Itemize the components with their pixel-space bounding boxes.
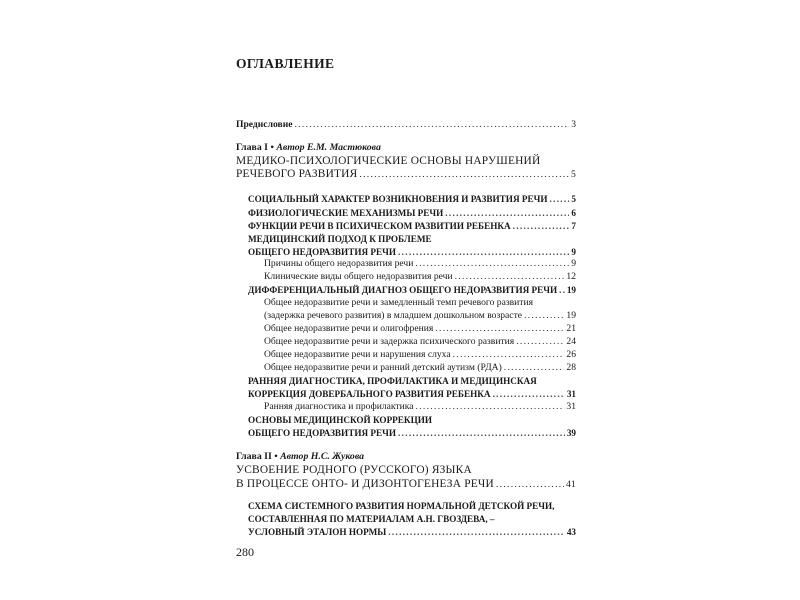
toc-entry-label: КОРРЕКЦИЯ ДОВЕРБАЛЬНОГО РАЗВИТИЯ РЕБЕНКА [248, 389, 491, 399]
toc-entry[interactable] [248, 192, 576, 206]
chapter-1-heading-line-2[interactable] [236, 167, 576, 182]
bullet: • [270, 142, 274, 153]
chapter-2-heading-line-2[interactable] [236, 477, 576, 492]
toc-page-number: 19 [566, 285, 576, 295]
toc-subentry[interactable] [264, 361, 576, 375]
chapter-number: Глава I [236, 142, 268, 153]
toc-entry-line-1: МЕДИЦИНСКИЙ ПОДХОД К ПРОБЛЕМЕ [248, 234, 432, 244]
toc-page-number: 31 [566, 389, 576, 399]
toc-entry[interactable] [248, 283, 576, 297]
leader-dots [398, 426, 565, 440]
toc-page-number: 26 [566, 349, 576, 360]
toc-page-number: 31 [566, 401, 576, 412]
toc-entry-label: СОЦИАЛЬНЫЙ ХАРАКТЕР ВОЗНИКНОВЕНИЯ И РАЗВИТИЯ РЕЧИ [248, 194, 548, 204]
chapter-heading-text: В ПРОЦЕССЕ ОНТО- И ДИЗОНТОГЕНЕЗА РЕЧИ [236, 478, 494, 490]
chapter-author: Автор Н.С. Жукова [280, 451, 365, 462]
toc-page-number: 9 [571, 247, 576, 257]
leader-dots [416, 400, 565, 414]
leader-dots [496, 478, 564, 492]
page-title: ОГЛАВЛЕНИЕ [236, 56, 335, 71]
toc-entry-label: УСЛОВНЫЙ ЭТАЛОН НОРМЫ [248, 527, 387, 537]
toc-page-number: 7 [571, 221, 576, 231]
leader-dots [294, 118, 569, 132]
toc-page-number: 19 [566, 310, 576, 321]
chapter-2-heading-line-1: УСВОЕНИЕ РОДНОГО (РУССКОГО) ЯЗЫКА [236, 464, 472, 476]
toc-entry-label: Предисловие [236, 119, 293, 130]
chapter-2-label [236, 450, 364, 464]
toc-entry-label: ОБЩЕГО НЕДОРАЗВИТИЯ РЕЧИ [248, 247, 397, 257]
toc-page-number: 41 [566, 479, 576, 490]
toc-page-number: 21 [566, 323, 576, 334]
toc-page-number: 28 [566, 362, 576, 373]
leader-dots [359, 168, 569, 182]
chapter-1-heading-line-1: МЕДИКО-ПСИХОЛОГИЧЕСКИЕ ОСНОВЫ НАРУШЕНИЙ [236, 155, 541, 167]
chapter-1-label [236, 141, 381, 155]
toc-entry-label: (задержка речевого развития) в младшем дошкольном возрасте [264, 310, 523, 321]
toc-page-number: 5 [571, 169, 576, 180]
toc-entry[interactable] [248, 426, 576, 440]
toc-entry-label: ОБЩЕГО НЕДОРАЗВИТИЯ РЕЧИ [248, 428, 397, 438]
chapter-heading-text: РЕЧЕВОГО РАЗВИТИЯ [236, 168, 358, 180]
leader-dots [513, 219, 570, 233]
toc-entry-label: Клинические виды общего недоразвития речи [264, 271, 453, 282]
chapter-author: Автор Е.М. Мастюкова [276, 142, 381, 153]
page-number: 280 [236, 545, 254, 559]
toc-page-number: 39 [566, 428, 576, 438]
leader-dots [550, 192, 570, 206]
toc-entry-label: Ранняя диагностика и профилактика [264, 401, 414, 412]
toc-subentry[interactable] [264, 335, 576, 349]
leader-dots [453, 348, 565, 362]
toc-subentry[interactable] [264, 270, 576, 284]
toc-entry-line-1: СХЕМА СИСТЕМНОГО РАЗВИТИЯ НОРМАЛЬНОЙ ДЕТСКОЙ РЕЧИ, [248, 501, 555, 511]
toc-subentry[interactable] [264, 257, 576, 271]
leader-dots [435, 322, 564, 336]
toc-entry-label: ФИЗИОЛОГИЧЕСКИЕ МЕХАНИЗМЫ РЕЧИ [248, 208, 444, 218]
leader-dots [559, 283, 565, 297]
leader-dots [445, 206, 569, 220]
leader-dots [388, 525, 565, 539]
toc-page-number: 43 [566, 527, 576, 537]
toc-page-number: 24 [566, 336, 576, 347]
leader-dots [504, 361, 565, 375]
toc-page-number: 12 [566, 271, 576, 282]
toc-subentry-line-1: Общее недоразвитие речи и замедленный темп речевого развития [264, 297, 534, 308]
toc-entry[interactable] [248, 206, 576, 220]
leader-dots [455, 270, 565, 284]
toc-page-number: 9 [571, 258, 576, 269]
toc-subentry[interactable] [264, 400, 576, 414]
toc-entry-label: Общее недоразвитие речи и задержка психического развития [264, 336, 515, 347]
toc-page-number: 3 [571, 119, 576, 130]
leader-dots [493, 387, 565, 401]
toc-entry-label: ФУНКЦИИ РЕЧИ В ПСИХИЧЕСКОМ РАЗВИТИИ РЕБЕНКА [248, 221, 511, 231]
toc-page-number: 5 [571, 194, 576, 204]
toc-entry-preface[interactable] [236, 118, 576, 132]
toc-entry[interactable] [248, 525, 576, 539]
toc-entry-label: Общее недоразвитие речи и ранний детский аутизм (РДА) [264, 362, 502, 373]
toc-entry[interactable] [248, 219, 576, 233]
chapter-number: Глава II [236, 451, 272, 462]
toc-entry-label: Общее недоразвитие речи и олигофрения [264, 323, 434, 334]
toc-entry-label: ДИФФЕРЕНЦИАЛЬНЫЙ ДИАГНОЗ ОБЩЕГО НЕДОРАЗВИТИЯ РЕЧИ [248, 285, 558, 295]
toc-entry[interactable] [248, 387, 576, 401]
leader-dots [415, 257, 569, 271]
toc-entry-label: Общее недоразвитие речи и нарушения слуха [264, 349, 451, 360]
toc-entry-line-1: РАННЯЯ ДИАГНОСТИКА, ПРОФИЛАКТИКА И МЕДИЦИНСКАЯ [248, 376, 537, 386]
toc-entry-line-1: ОСНОВЫ МЕДИЦИНСКОЙ КОРРЕКЦИИ [248, 415, 433, 425]
toc-subentry[interactable] [264, 309, 576, 323]
toc-page-number: 6 [571, 208, 576, 218]
toc-entry-line-2: СОСТАВЛЕННАЯ ПО МАТЕРИАЛАМ А.Н. ГВОЗДЕВА, – [248, 514, 495, 524]
toc-subentry[interactable] [264, 322, 576, 336]
bullet: • [274, 451, 278, 462]
leader-dots [524, 309, 564, 323]
leader-dots [516, 335, 564, 349]
toc-subentry[interactable] [264, 348, 576, 362]
toc-entry-label: Причины общего недоразвития речи [264, 258, 414, 269]
